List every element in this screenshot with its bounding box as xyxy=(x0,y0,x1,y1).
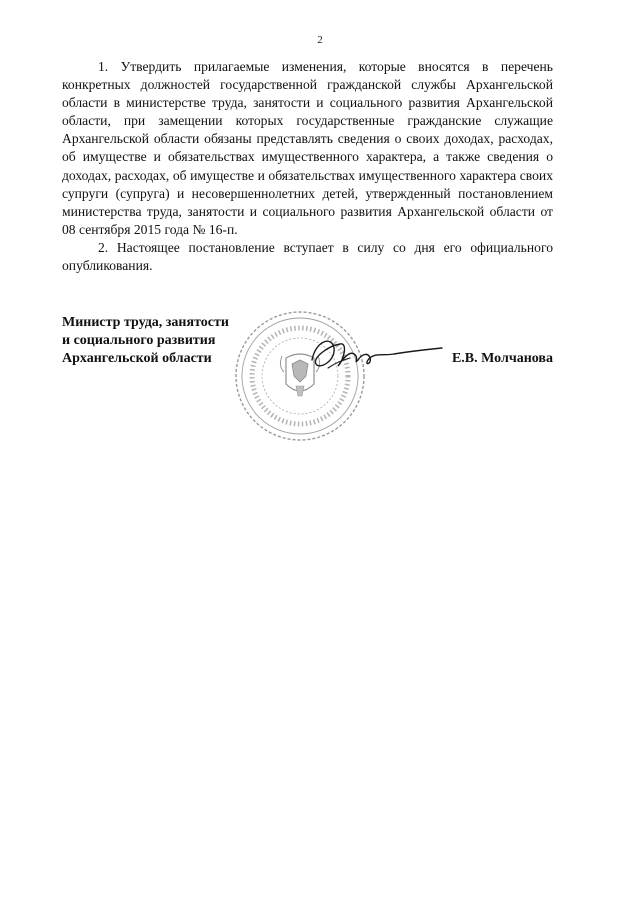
signer-position xyxy=(62,314,229,368)
signer-position-line-1: Министр труда, занятости xyxy=(62,315,229,330)
document-body xyxy=(62,58,553,275)
page-number: 2 xyxy=(317,34,323,46)
signer-position-line-2: и социального развития xyxy=(62,333,216,348)
paragraph-2: 2. Настоящее постановление вступает в силу со дня его официального опубликования. xyxy=(62,239,553,274)
handwritten-signature-icon xyxy=(298,330,448,380)
paragraph-1: 1. Утвердить прилагаемые изменения, которые вносятся в перечень конкретных должностей государственной гражданской службы Архангельской области в министерстве труда, занятости и социального развития Архангельской области, при замещении которых государственные гражданские служащие Архангельской области обязаны представлять сведения о своих доходах, расходах, об имуществе и обязательствах имущественного характера, а также сведения о доходах, расходах, об имуществе и обязательствах имущественного характера своих супруги (супруга) и несовершеннолетних детей, утвержденный постановлением министерства труда, занятости и социального развития Архангельской области от 08 сентября 2015 года № 16-п. xyxy=(62,59,553,237)
signer-position-line-3: Архангельской области xyxy=(62,351,212,366)
signer-name: Е.В. Молчанова xyxy=(451,351,553,366)
signature-block xyxy=(62,314,553,454)
